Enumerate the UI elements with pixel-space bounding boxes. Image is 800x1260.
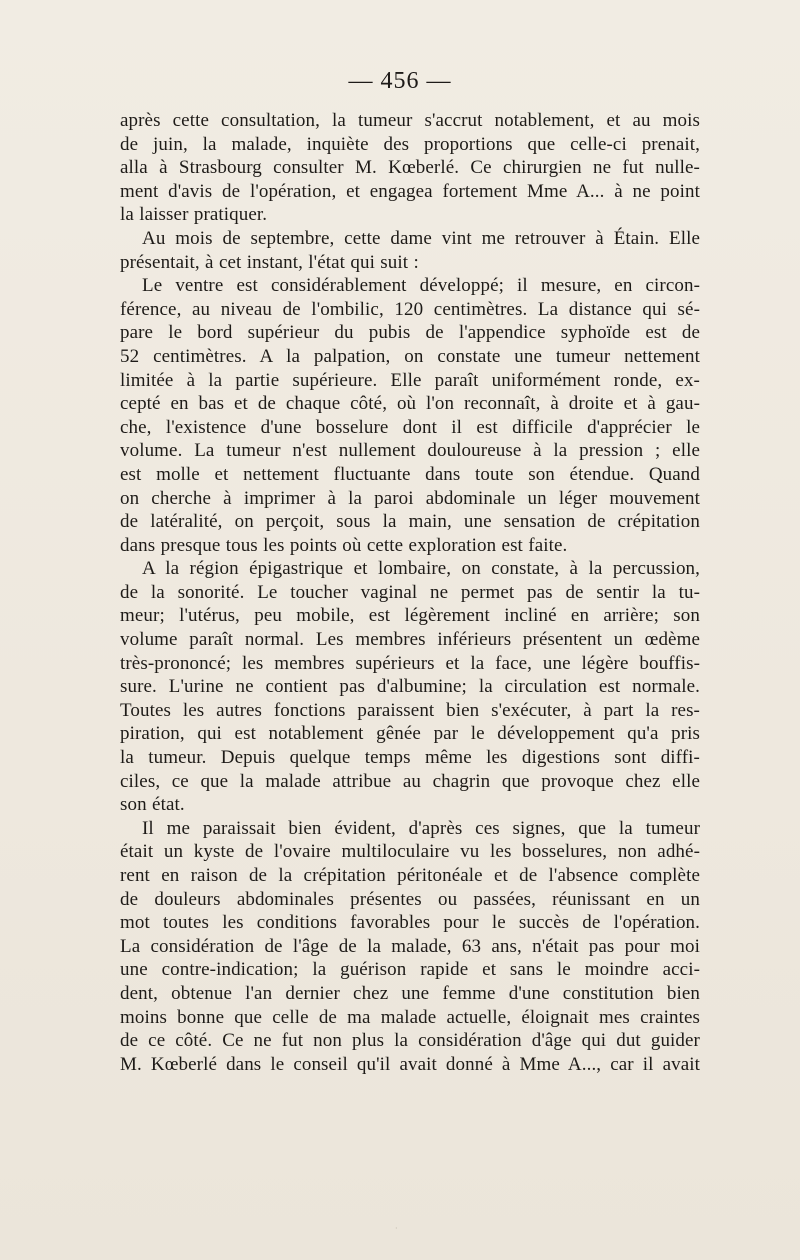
text-line: mot toutes les conditions favorables pour le succès de l'opération. bbox=[120, 912, 700, 934]
page-speck: · bbox=[395, 1224, 398, 1233]
text-line: cepté en bas et de chaque côté, où l'on reconnaît, à droite et à gau- bbox=[120, 393, 700, 415]
text-line: La considération de l'âge de la malade, 63 ans, n'était pas pour moi bbox=[120, 935, 700, 957]
text-line: après cette consultation, la tumeur s'accrut notablement, et au mois bbox=[120, 110, 700, 131]
text-line: la laisser pratiquer. bbox=[120, 204, 268, 226]
text-line: est molle et nettement fluctuante dans toute son étendue. Quand bbox=[120, 463, 700, 485]
text-line: Toutes les autres fonctions paraissent bien s'exécuter, à part la res- bbox=[120, 699, 700, 721]
text-line: limitée à la partie supérieure. Elle paraît uniformément ronde, ex- bbox=[120, 369, 700, 391]
text-line: Au mois de septembre, cette dame vint me retrouver à Étain. Elle bbox=[142, 227, 700, 249]
text-line: une contre-indication; la guérison rapide et sans le moindre acci- bbox=[120, 959, 700, 981]
text-line: son état. bbox=[120, 794, 185, 816]
text-line: dans presque tous les points où cette exploration est faite. bbox=[120, 534, 568, 556]
text-line: de la sonorité. Le toucher vaginal ne permet pas de sentir la tu- bbox=[120, 581, 700, 603]
text-line: che, l'existence d'une bosselure dont il est difficile d'apprécier le bbox=[120, 416, 700, 438]
text-line: 52 centimètres. A la palpation, on constate une tumeur nettement bbox=[120, 345, 700, 367]
text-line: de douleurs abdominales présentes ou passées, réunissant en un bbox=[120, 888, 700, 910]
text-line: on cherche à imprimer à la paroi abdominale un léger mouvement bbox=[120, 487, 700, 509]
page-number: — 456 — bbox=[348, 68, 452, 94]
text-line: très-prononcé; les membres supérieurs et la face, une légère bouffis- bbox=[120, 652, 700, 674]
text-line: moins bonne que celle de ma malade actuelle, éloignait mes craintes bbox=[120, 1006, 700, 1028]
text-line: meur; l'utérus, peu mobile, est légèrement incliné en arrière; son bbox=[120, 605, 700, 627]
text-line: présentait, à cet instant, l'état qui suit : bbox=[120, 251, 419, 273]
text-line: M. Kœberlé dans le conseil qu'il avait donné à Mme A..., car il avait bbox=[120, 1053, 700, 1075]
text-line: A la région épigastrique et lombaire, on constate, à la percussion, bbox=[142, 558, 700, 580]
text-line: volume paraît normal. Les membres inférieurs présentent un œdème bbox=[120, 629, 700, 651]
text-line: alla à Strasbourg consulter M. Kœberlé. Ce chirurgien ne fut nulle- bbox=[120, 157, 700, 179]
text-line: piration, qui est notablement gênée par le développement qu'a pris bbox=[120, 723, 700, 745]
body-text bbox=[120, 109, 700, 1076]
text-line: la tumeur. Depuis quelque temps même les digestions sont diffi- bbox=[120, 747, 700, 769]
text-line: de latéralité, on perçoit, sous la main, une sensation de crépitation bbox=[120, 511, 700, 533]
text-line: de ce côté. Ce ne fut non plus la considération d'âge qui dut guider bbox=[120, 1030, 700, 1052]
text-line: était un kyste de l'ovaire multiloculaire vu les bosselures, non adhé- bbox=[120, 841, 700, 863]
text-line: férence, au niveau de l'ombilic, 120 centimètres. La distance qui sé- bbox=[120, 298, 700, 320]
text-line: ciles, ce que la malade attribue au chagrin que provoque chez elle bbox=[120, 770, 700, 792]
text-line: Il me paraissait bien évident, d'après ces signes, que la tumeur bbox=[142, 817, 700, 839]
text-line: de juin, la malade, inquiète des proportions que celle-ci prenait, bbox=[120, 133, 700, 155]
text-line: volume. La tumeur n'est nullement douloureuse à la pression ; elle bbox=[120, 440, 700, 462]
text-line: Le ventre est considérablement développé; il mesure, en circon- bbox=[142, 275, 700, 297]
text-line: pare le bord supérieur du pubis de l'appendice syphoïde est de bbox=[120, 322, 700, 344]
text-line: ment d'avis de l'opération, et engagea fortement Mme A... à ne point bbox=[120, 180, 700, 202]
text-line: sure. L'urine ne contient pas d'albumine; la circulation est normale. bbox=[120, 676, 700, 698]
text-line: rent en raison de la crépitation péritonéale et de l'absence complète bbox=[120, 865, 700, 886]
text-line: dent, obtenue l'an dernier chez une femme d'une constitution bien bbox=[120, 982, 700, 1004]
